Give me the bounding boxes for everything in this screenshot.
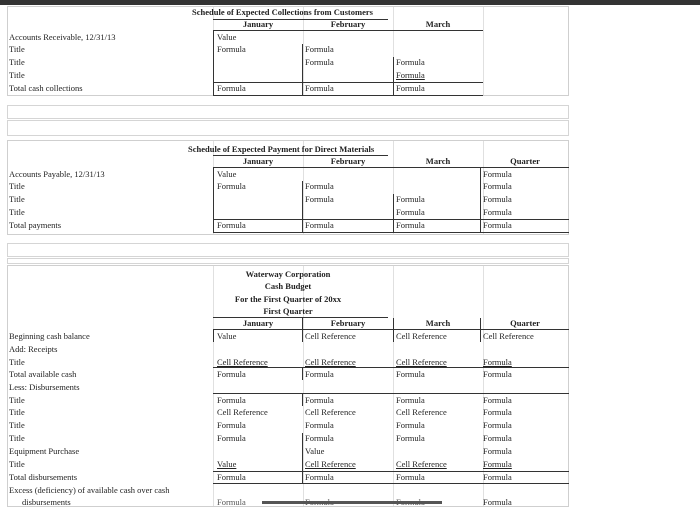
budget-cell[interactable]: Cell Reference — [305, 407, 356, 417]
collections-cell[interactable]: Formula — [305, 57, 334, 67]
budget-cell[interactable]: Cell Reference — [217, 407, 268, 417]
payments-cell[interactable]: Formula — [483, 207, 512, 217]
budget-row-label: Title — [9, 407, 25, 417]
payments-cell[interactable]: Value — [217, 169, 237, 179]
budget-cell[interactable]: Formula — [305, 369, 334, 379]
budget-period: For the First Quarter of 20xx — [234, 294, 342, 304]
budget-cell[interactable]: Formula — [305, 395, 334, 405]
budget-cell[interactable]: Formula — [305, 472, 334, 482]
budget-row-label: Title — [9, 395, 25, 405]
budget-header-march: March — [425, 318, 451, 328]
budget-cell[interactable]: Cell Reference — [305, 459, 356, 469]
budget-cell[interactable]: Value — [217, 331, 237, 341]
collections-row-label: Total cash collections — [9, 83, 83, 93]
collections-cell[interactable]: Formula — [305, 83, 334, 93]
budget-cell[interactable]: Formula — [396, 369, 425, 379]
budget-cell[interactable]: Cell Reference — [396, 357, 447, 367]
budget-cell[interactable]: Formula — [217, 433, 246, 443]
budget-row-label: Title — [9, 420, 25, 430]
payments-row-label: Title — [9, 181, 25, 191]
collections-cell[interactable]: Formula — [396, 70, 425, 80]
payments-cell[interactable]: Formula — [217, 220, 246, 230]
budget-row-label: Equipment Purchase — [9, 446, 80, 456]
collections-row-label: Title — [9, 57, 25, 67]
budget-cell[interactable]: Formula — [396, 472, 425, 482]
budget-cell[interactable]: Formula — [217, 369, 246, 379]
payments-header-march: March — [425, 156, 451, 166]
budget-cell[interactable]: Formula — [483, 433, 512, 443]
budget-company-name: Waterway Corporation — [245, 269, 331, 279]
payments-title: Schedule of Expected Payment for Direct Materials — [188, 144, 375, 154]
budget-cell[interactable]: Formula — [483, 472, 512, 482]
budget-row-label: Beginning cash balance — [9, 331, 90, 341]
budget-cell[interactable]: Formula — [396, 433, 425, 443]
spacer-row — [7, 243, 569, 257]
budget-row-label: Excess (deficiency) of available cash over cash — [9, 485, 170, 495]
budget-cell[interactable]: Cell Reference — [396, 459, 447, 469]
payments-cell[interactable]: Formula — [483, 194, 512, 204]
budget-cell[interactable]: Cell Reference — [396, 407, 447, 417]
collections-header-march: March — [425, 19, 451, 29]
payments-cell[interactable]: Formula — [483, 220, 512, 230]
budget-cell[interactable]: Formula — [483, 497, 512, 507]
payments-cell[interactable]: Formula — [305, 194, 334, 204]
spacer-row — [7, 105, 569, 119]
payments-cell[interactable]: Formula — [396, 194, 425, 204]
collections-header-january: January — [242, 19, 274, 29]
budget-title: Cash Budget — [264, 281, 312, 291]
budget-row-label: Add: Receipts — [9, 344, 58, 354]
payments-cell[interactable]: Formula — [396, 220, 425, 230]
budget-cell[interactable]: Formula — [217, 472, 246, 482]
budget-row-label-indented: disbursements — [22, 497, 71, 507]
budget-cell[interactable]: Formula — [396, 420, 425, 430]
payments-cell[interactable]: Formula — [305, 181, 334, 191]
budget-cell[interactable]: Formula — [483, 407, 512, 417]
budget-cell[interactable]: Formula — [483, 459, 512, 469]
budget-cell[interactable]: Formula — [305, 420, 334, 430]
budget-cell[interactable]: Formula — [483, 369, 512, 379]
collections-cell[interactable]: Formula — [217, 83, 246, 93]
budget-row-label: Total disbursements — [9, 472, 78, 482]
page-bottom-band — [262, 501, 442, 504]
budget-cell[interactable]: Formula — [483, 357, 512, 367]
budget-row-label: Title — [9, 433, 25, 443]
budget-header-february: February — [330, 318, 366, 328]
collections-cell[interactable]: Formula — [396, 57, 425, 67]
collections-row-label: Title — [9, 44, 25, 54]
budget-row-label: Total available cash — [9, 369, 77, 379]
budget-cell[interactable]: Formula — [217, 497, 246, 507]
budget-header-january: January — [242, 318, 274, 328]
payments-row-label: Title — [9, 194, 25, 204]
budget-cell[interactable]: Value — [305, 446, 325, 456]
payments-cell[interactable]: Formula — [483, 169, 512, 179]
budget-cell[interactable]: Value — [217, 459, 237, 469]
spacer-row — [7, 120, 569, 136]
payments-row-label: Accounts Payable, 12/31/13 — [9, 169, 105, 179]
payments-cell[interactable]: Formula — [305, 220, 334, 230]
budget-cell[interactable]: Formula — [217, 395, 246, 405]
payments-header-january: January — [242, 156, 274, 166]
budget-cell[interactable]: Formula — [483, 420, 512, 430]
payments-cell[interactable]: Formula — [396, 207, 425, 217]
collections-cell[interactable]: Formula — [217, 44, 246, 54]
spacer-row — [7, 258, 569, 264]
budget-cell[interactable]: Cell Reference — [217, 357, 268, 367]
budget-cell[interactable]: Formula — [305, 433, 334, 443]
budget-subheader-first-quarter: First Quarter — [263, 306, 313, 316]
payments-cell[interactable]: Formula — [483, 181, 512, 191]
collections-row-label: Title — [9, 70, 25, 80]
payments-header-february: February — [330, 156, 366, 166]
budget-row-label: Less: Disbursements — [9, 382, 80, 392]
budget-cell[interactable]: Cell Reference — [305, 357, 356, 367]
payments-row-label: Title — [9, 207, 25, 217]
budget-row-label: Title — [9, 459, 25, 469]
collections-cell[interactable]: Formula — [305, 44, 334, 54]
collections-cell[interactable]: Formula — [396, 83, 425, 93]
window-top-bar — [0, 0, 700, 5]
collections-row-label: Accounts Receivable, 12/31/13 — [9, 32, 116, 42]
budget-header-quarter: Quarter — [510, 318, 540, 328]
budget-cell[interactable]: Formula — [483, 446, 512, 456]
budget-cell[interactable]: Formula — [217, 420, 246, 430]
budget-row-label: Title — [9, 357, 25, 367]
collections-header-february: February — [330, 19, 366, 29]
collections-title: Schedule of Expected Collections from Customers — [192, 7, 373, 17]
budget-cell[interactable]: Formula — [396, 395, 425, 405]
budget-cell[interactable]: Cell Reference — [483, 331, 534, 341]
budget-cell[interactable]: Formula — [483, 395, 512, 405]
payments-cell[interactable]: Formula — [217, 181, 246, 191]
collections-cell[interactable]: Value — [217, 32, 237, 42]
budget-cell[interactable]: Cell Reference — [305, 331, 356, 341]
payments-header-quarter: Quarter — [510, 156, 540, 166]
payments-row-label: Total payments — [9, 220, 62, 230]
budget-cell[interactable]: Cell Reference — [396, 331, 447, 341]
